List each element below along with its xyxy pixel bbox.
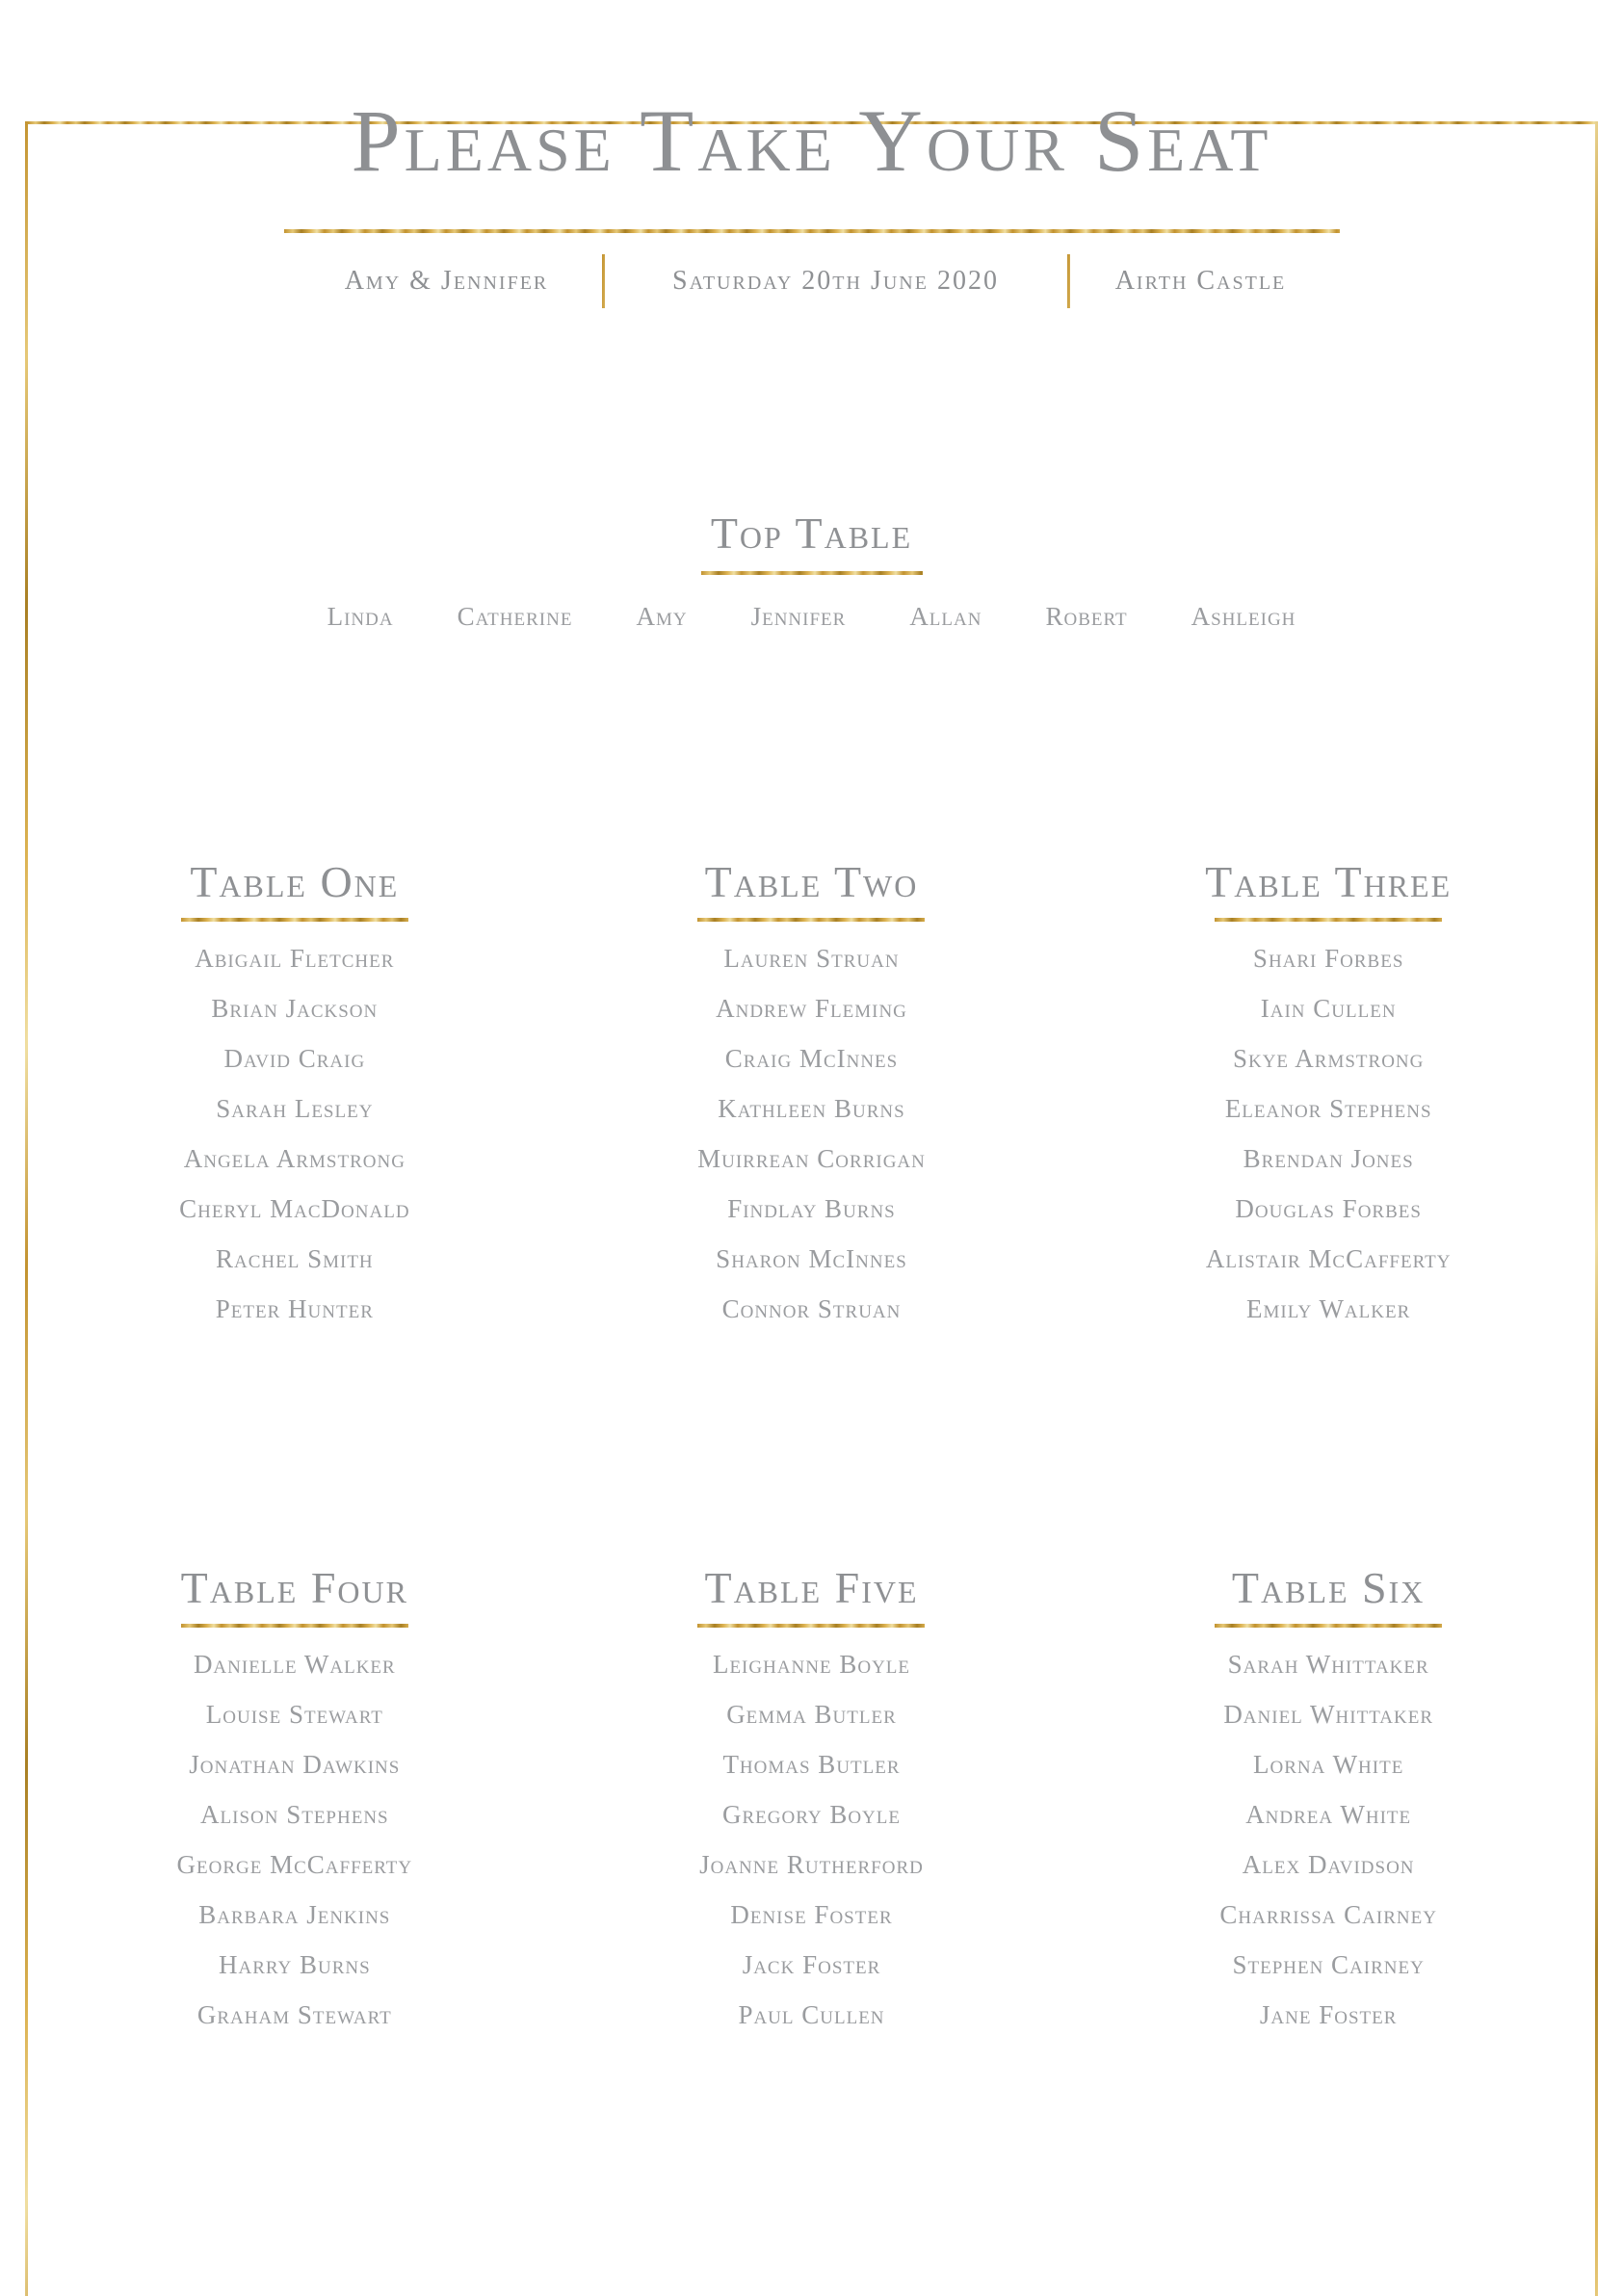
table-gold-rule xyxy=(697,918,925,922)
table-guest: Alex Davidson xyxy=(1242,1849,1415,1879)
table-guest: Jack Foster xyxy=(742,1949,881,1979)
table-gold-rule xyxy=(1215,918,1442,922)
table-guest: Barbara Jenkins xyxy=(198,1899,391,1929)
table-guest-list xyxy=(46,1639,544,2040)
event-venue: Airth Castle xyxy=(1114,266,1287,296)
table-guest: Skye Armstrong xyxy=(1232,1043,1425,1073)
table-guest: Alison Stephens xyxy=(200,1799,389,1829)
table-guest: Kathleen Burns xyxy=(718,1093,905,1123)
table-guest: Joanne Rutherford xyxy=(699,1849,924,1879)
table-guest: Connor Struan xyxy=(721,1293,902,1323)
table-title: Table Five xyxy=(704,1562,919,1612)
table-card-one xyxy=(46,857,544,1334)
seating-chart xyxy=(0,91,1623,2040)
table-gold-rule xyxy=(181,918,408,922)
table-guest: Leighanne Boyle xyxy=(712,1649,911,1679)
table-gold-rule xyxy=(181,1624,408,1628)
table-guest: Sarah Whittaker xyxy=(1227,1649,1429,1679)
tables-row-2 xyxy=(46,1563,1578,2040)
table-guest-list xyxy=(563,933,1060,1334)
table-guest: Denise Foster xyxy=(730,1899,893,1929)
table-guest: Eleanor Stephens xyxy=(1224,1093,1432,1123)
table-guest: Gemma Butler xyxy=(726,1699,897,1729)
table-guest: Danielle Walker xyxy=(193,1649,396,1679)
event-date: Saturday 20th June 2020 xyxy=(672,266,999,296)
table-guest: Paul Cullen xyxy=(738,1999,885,2029)
table-guest: Lorna White xyxy=(1252,1749,1404,1779)
table-guest: Rachel Smith xyxy=(216,1243,374,1273)
table-guest: David Craig xyxy=(223,1043,366,1073)
table-guest: George McCafferty xyxy=(176,1849,413,1879)
table-card-two xyxy=(563,857,1060,1334)
table-guest: Peter Hunter xyxy=(215,1293,374,1323)
table-guest-list xyxy=(1080,933,1578,1334)
top-table-section xyxy=(0,509,1623,632)
table-guest: Emily Walker xyxy=(1246,1293,1411,1323)
table-guest: Angela Armstrong xyxy=(183,1143,406,1173)
top-table-guest: Amy xyxy=(636,601,688,631)
title-gold-rule xyxy=(284,229,1340,233)
table-guest: Andrew Fleming xyxy=(716,993,907,1023)
table-guest: Craig McInnes xyxy=(724,1043,899,1073)
table-guest: Stephen Cairney xyxy=(1232,1949,1425,1979)
table-guest: Cheryl MacDonald xyxy=(179,1193,410,1223)
top-table-guest: Allan xyxy=(909,601,982,631)
top-table-title: Top Table xyxy=(710,509,913,558)
couple-names: Amy & Jennifer xyxy=(344,266,549,296)
table-guest: Muirrean Corrigan xyxy=(697,1143,926,1173)
table-guest: Iain Cullen xyxy=(1260,993,1397,1023)
table-guest-list xyxy=(1080,1639,1578,2040)
table-title: Table Three xyxy=(1205,856,1453,906)
table-guest: Sarah Lesley xyxy=(216,1093,374,1123)
table-title: Table Four xyxy=(180,1562,408,1612)
table-card-three xyxy=(1080,857,1578,1334)
page-title: Please Take Your Seat xyxy=(351,91,1272,190)
table-guest: Jane Foster xyxy=(1259,1999,1398,2029)
top-table-gold-rule xyxy=(701,571,923,575)
table-title: Table Six xyxy=(1231,1562,1426,1612)
table-card-five xyxy=(563,1563,1060,2040)
top-table-guest: Jennifer xyxy=(750,601,847,631)
table-guest: Harry Burns xyxy=(218,1949,371,1979)
table-guest: Sharon McInnes xyxy=(716,1243,907,1273)
table-guest: Thomas Butler xyxy=(722,1749,901,1779)
top-table-guest: Robert xyxy=(1045,601,1128,631)
table-guest-list xyxy=(563,1639,1060,2040)
table-gold-rule xyxy=(1215,1624,1442,1628)
table-guest: Abigail Fletcher xyxy=(195,943,395,973)
tables-row-1 xyxy=(46,857,1578,1334)
table-guest: Findlay Burns xyxy=(727,1193,896,1223)
table-guest: Gregory Boyle xyxy=(722,1799,901,1829)
top-table-guest: Linda xyxy=(327,601,394,631)
table-guest: Louise Stewart xyxy=(205,1699,383,1729)
table-guest: Andrea White xyxy=(1245,1799,1412,1829)
table-guest: Graham Stewart xyxy=(196,1999,392,2029)
table-guest: Brian Jackson xyxy=(211,993,379,1023)
table-card-six xyxy=(1080,1563,1578,2040)
table-guest: Daniel Whittaker xyxy=(1223,1699,1433,1729)
table-title: Table One xyxy=(190,856,400,906)
table-guest: Brendan Jones xyxy=(1243,1143,1414,1173)
table-card-four xyxy=(46,1563,544,2040)
table-guest: Shari Forbes xyxy=(1252,943,1404,973)
table-title: Table Two xyxy=(704,856,919,906)
table-gold-rule xyxy=(697,1624,925,1628)
table-guest: Lauren Struan xyxy=(723,943,900,973)
top-table-guest: Ashleigh xyxy=(1191,601,1296,631)
table-guest-list xyxy=(46,933,544,1334)
table-guest: Charrissa Cairney xyxy=(1219,1899,1437,1929)
table-guest: Jonathan Dawkins xyxy=(189,1749,401,1779)
event-details-row xyxy=(0,254,1623,308)
top-table-guests xyxy=(0,602,1623,632)
top-table-guest: Catherine xyxy=(457,601,573,631)
table-guest: Alistair McCafferty xyxy=(1205,1243,1452,1273)
table-guest: Douglas Forbes xyxy=(1235,1193,1422,1223)
